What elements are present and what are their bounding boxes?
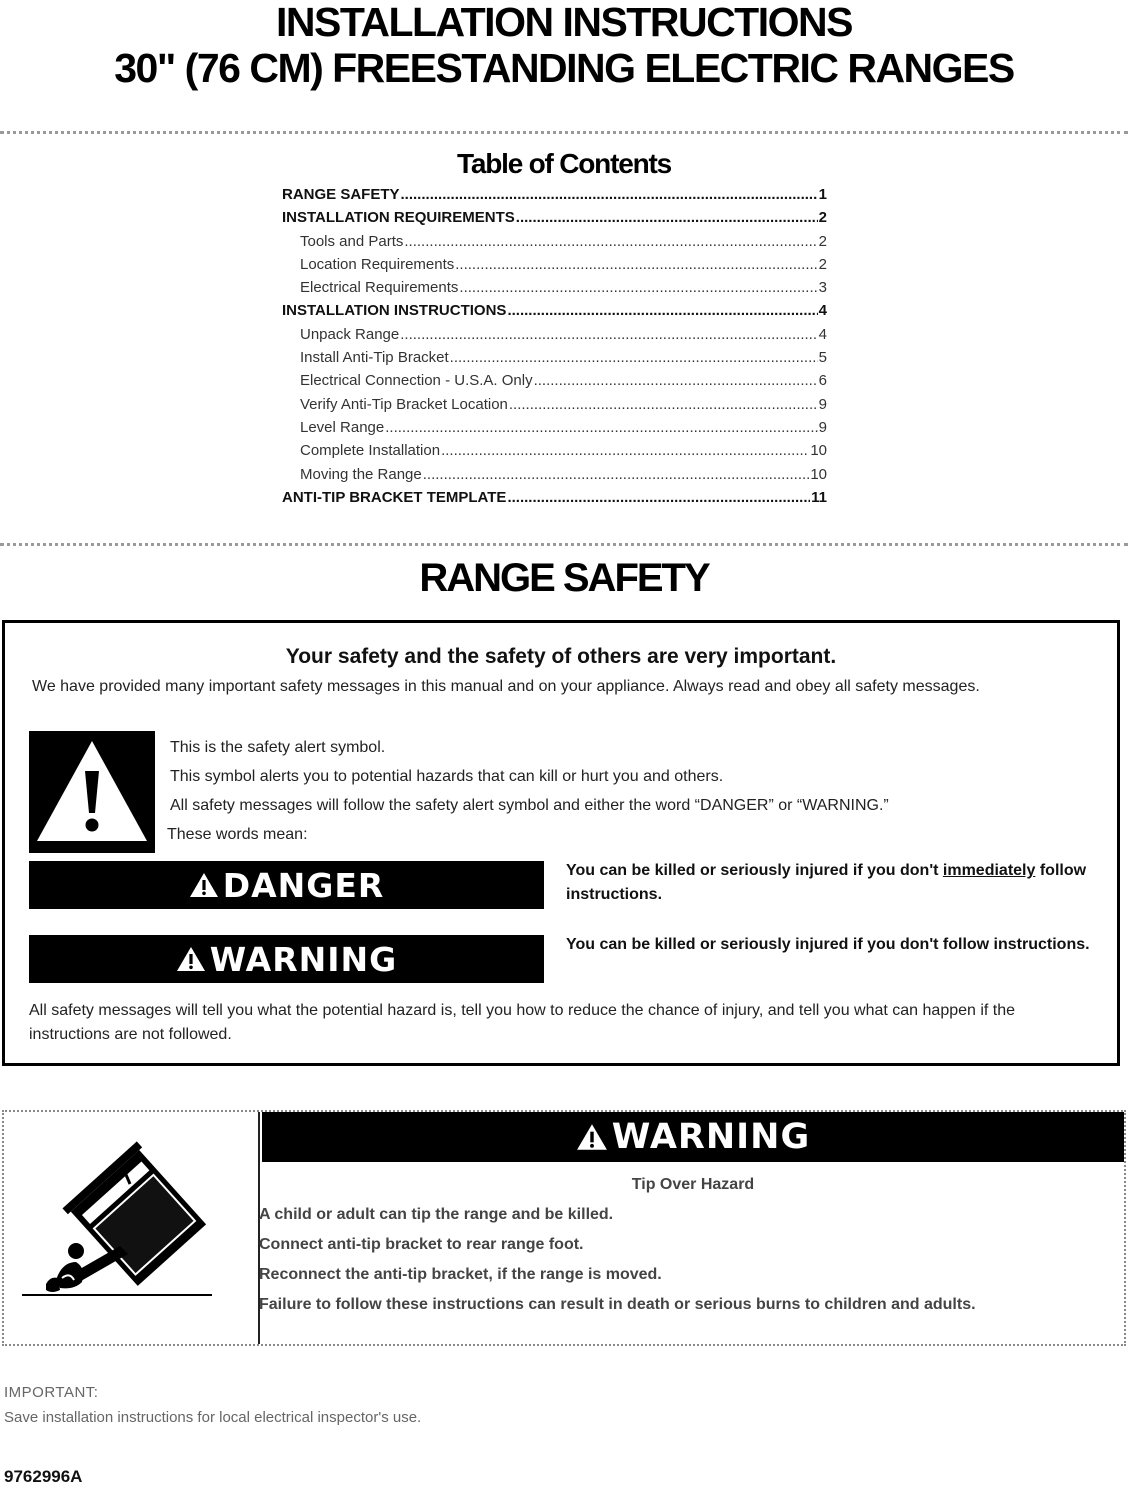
important-label: IMPORTANT: [4,1384,99,1401]
danger-banner [29,861,544,909]
danger-alert-icon [189,872,219,898]
table-of-contents [282,186,827,512]
toc-entry-label: RANGE SAFETY [282,186,400,203]
toc-entry [282,326,827,349]
divider-top [0,131,1128,134]
toc-entry-page: 5 [818,349,827,367]
toc-leader [516,209,818,226]
toc-entry-page: 2 [818,209,827,227]
tip-line-2: Connect anti-tip bracket to rear range foot. [259,1236,584,1253]
toc-entry-page: 2 [818,255,827,273]
tipping-range-icon [4,1112,258,1344]
warning-banner [29,935,544,983]
toc-leader [400,326,817,343]
toc-entry-page: 10 [810,465,827,483]
alert-explanation [167,739,1090,855]
toc-leader [534,372,818,389]
toc-entry [282,489,827,512]
toc-entry-label: Location Requirements [300,255,455,273]
alert-line-1: This is the safety alert symbol. [170,739,386,756]
toc-entry-label: Unpack Range [300,325,400,343]
part-number: 9762996A [4,1467,83,1486]
toc-leader [423,466,810,483]
safety-alert-icon [29,731,155,853]
toc-entry-page: 4 [818,302,827,320]
toc-entry-label: INSTALLATION REQUIREMENTS [282,209,515,227]
toc-entry-page: 4 [818,325,827,343]
toc-entry-page: 6 [818,372,827,390]
toc-leader [441,442,809,459]
toc-leader [404,233,817,250]
tip-line-4: Failure to follow these instructions can result in death or serious burns to children and adults. [259,1296,976,1313]
danger-message-start: You can be killed or seriously injured if you don't [566,862,943,879]
tip-warning-banner [262,1112,1124,1162]
toc-entry-label: Moving the Range [300,465,422,483]
toc-entry-label: Tools and Parts [300,232,404,250]
toc-entry-label: Verify Anti-Tip Bracket Location [300,395,508,413]
warning-label: WARNING [209,939,398,979]
tip-line-3: Reconnect the anti-tip bracket, if the range is moved. [259,1266,662,1283]
tip-instructions [259,1206,1119,1326]
danger-label: DANGER [222,865,385,905]
document-title-line2: 30" (76 CM) FREESTANDING ELECTRIC RANGES [114,45,1014,91]
toc-entry [282,233,827,256]
safety-intro: We have provided many important safety messages in this manual and on your appliance. Always read and obey all safety messages. [32,678,980,695]
toc-entry-label: Electrical Connection - U.S.A. Only [300,372,533,390]
toc-entry [282,256,827,279]
danger-message-end: follow instructions. [566,862,1087,903]
toc-heading: Table of Contents [457,148,671,179]
toc-entry [282,186,827,209]
toc-entry [282,302,827,325]
warning-message: You can be killed or seriously injured if you don't follow instructions. [566,936,1090,953]
range-safety-heading: RANGE SAFETY [419,556,709,600]
alert-line-2: This symbol alerts you to potential hazards that can kill or hurt you and others. [170,768,724,785]
tip-warning-label: WARNING [611,1117,811,1157]
toc-leader [401,186,818,203]
important-text: Save installation instructions for local electrical inspector's use. [4,1409,422,1426]
toc-entry [282,349,827,372]
document-title-line1: INSTALLATION INSTRUCTIONS [276,0,852,45]
tip-line-1: A child or adult can tip the range and be killed. [259,1206,614,1223]
toc-entry-page: 9 [818,395,827,413]
toc-entry [282,209,827,232]
toc-leader [455,256,817,273]
toc-leader [507,302,817,319]
toc-entry [282,396,827,419]
danger-message [566,859,1111,907]
toc-entry [282,466,827,489]
toc-entry-label: ANTI-TIP BRACKET TEMPLATE [282,488,507,506]
tip-over-illustration [4,1112,260,1344]
toc-entry-label: Level Range [300,418,385,436]
toc-leader [385,419,817,436]
toc-entry [282,372,827,395]
toc-entry-page: 11 [811,488,827,506]
tip-warning-alert-icon [576,1123,608,1151]
alert-line-4: These words mean: [167,826,308,843]
alert-line-3: All safety messages will follow the safety alert symbol and either the word “DANGER” or “WARNING.” [170,797,889,814]
safety-outro: All safety messages will tell you what the potential hazard is, tell you how to reduce the chance of injury, and tell you what can happen if the instructions are not followed. [29,1002,1016,1043]
tip-over-warning-box [2,1110,1126,1346]
toc-entry-page: 3 [818,279,827,297]
toc-entry [282,419,827,442]
danger-message-emphasis: immediately [942,862,1036,879]
tip-hazard-title: Tip Over Hazard [631,1176,755,1193]
warning-alert-icon [176,946,206,972]
safety-headline: Your safety and the safety of others are very important. [285,645,837,668]
toc-entry-page: 9 [818,418,827,436]
safety-info-box [2,620,1120,1066]
toc-leader [509,396,818,413]
toc-entry [282,279,827,302]
toc-entry-label: Install Anti-Tip Bracket [300,349,449,367]
divider-middle [0,543,1128,546]
toc-leader [507,489,810,506]
toc-entry-page: 2 [818,232,827,250]
toc-leader [450,349,818,366]
toc-entry-page: 10 [810,442,827,460]
toc-entry-page: 1 [818,186,827,203]
toc-entry-label: Electrical Requirements [300,279,459,297]
toc-entry-label: INSTALLATION INSTRUCTIONS [282,302,507,320]
toc-leader [459,279,817,296]
toc-entry [282,442,827,465]
toc-entry-label: Complete Installation [300,442,441,460]
